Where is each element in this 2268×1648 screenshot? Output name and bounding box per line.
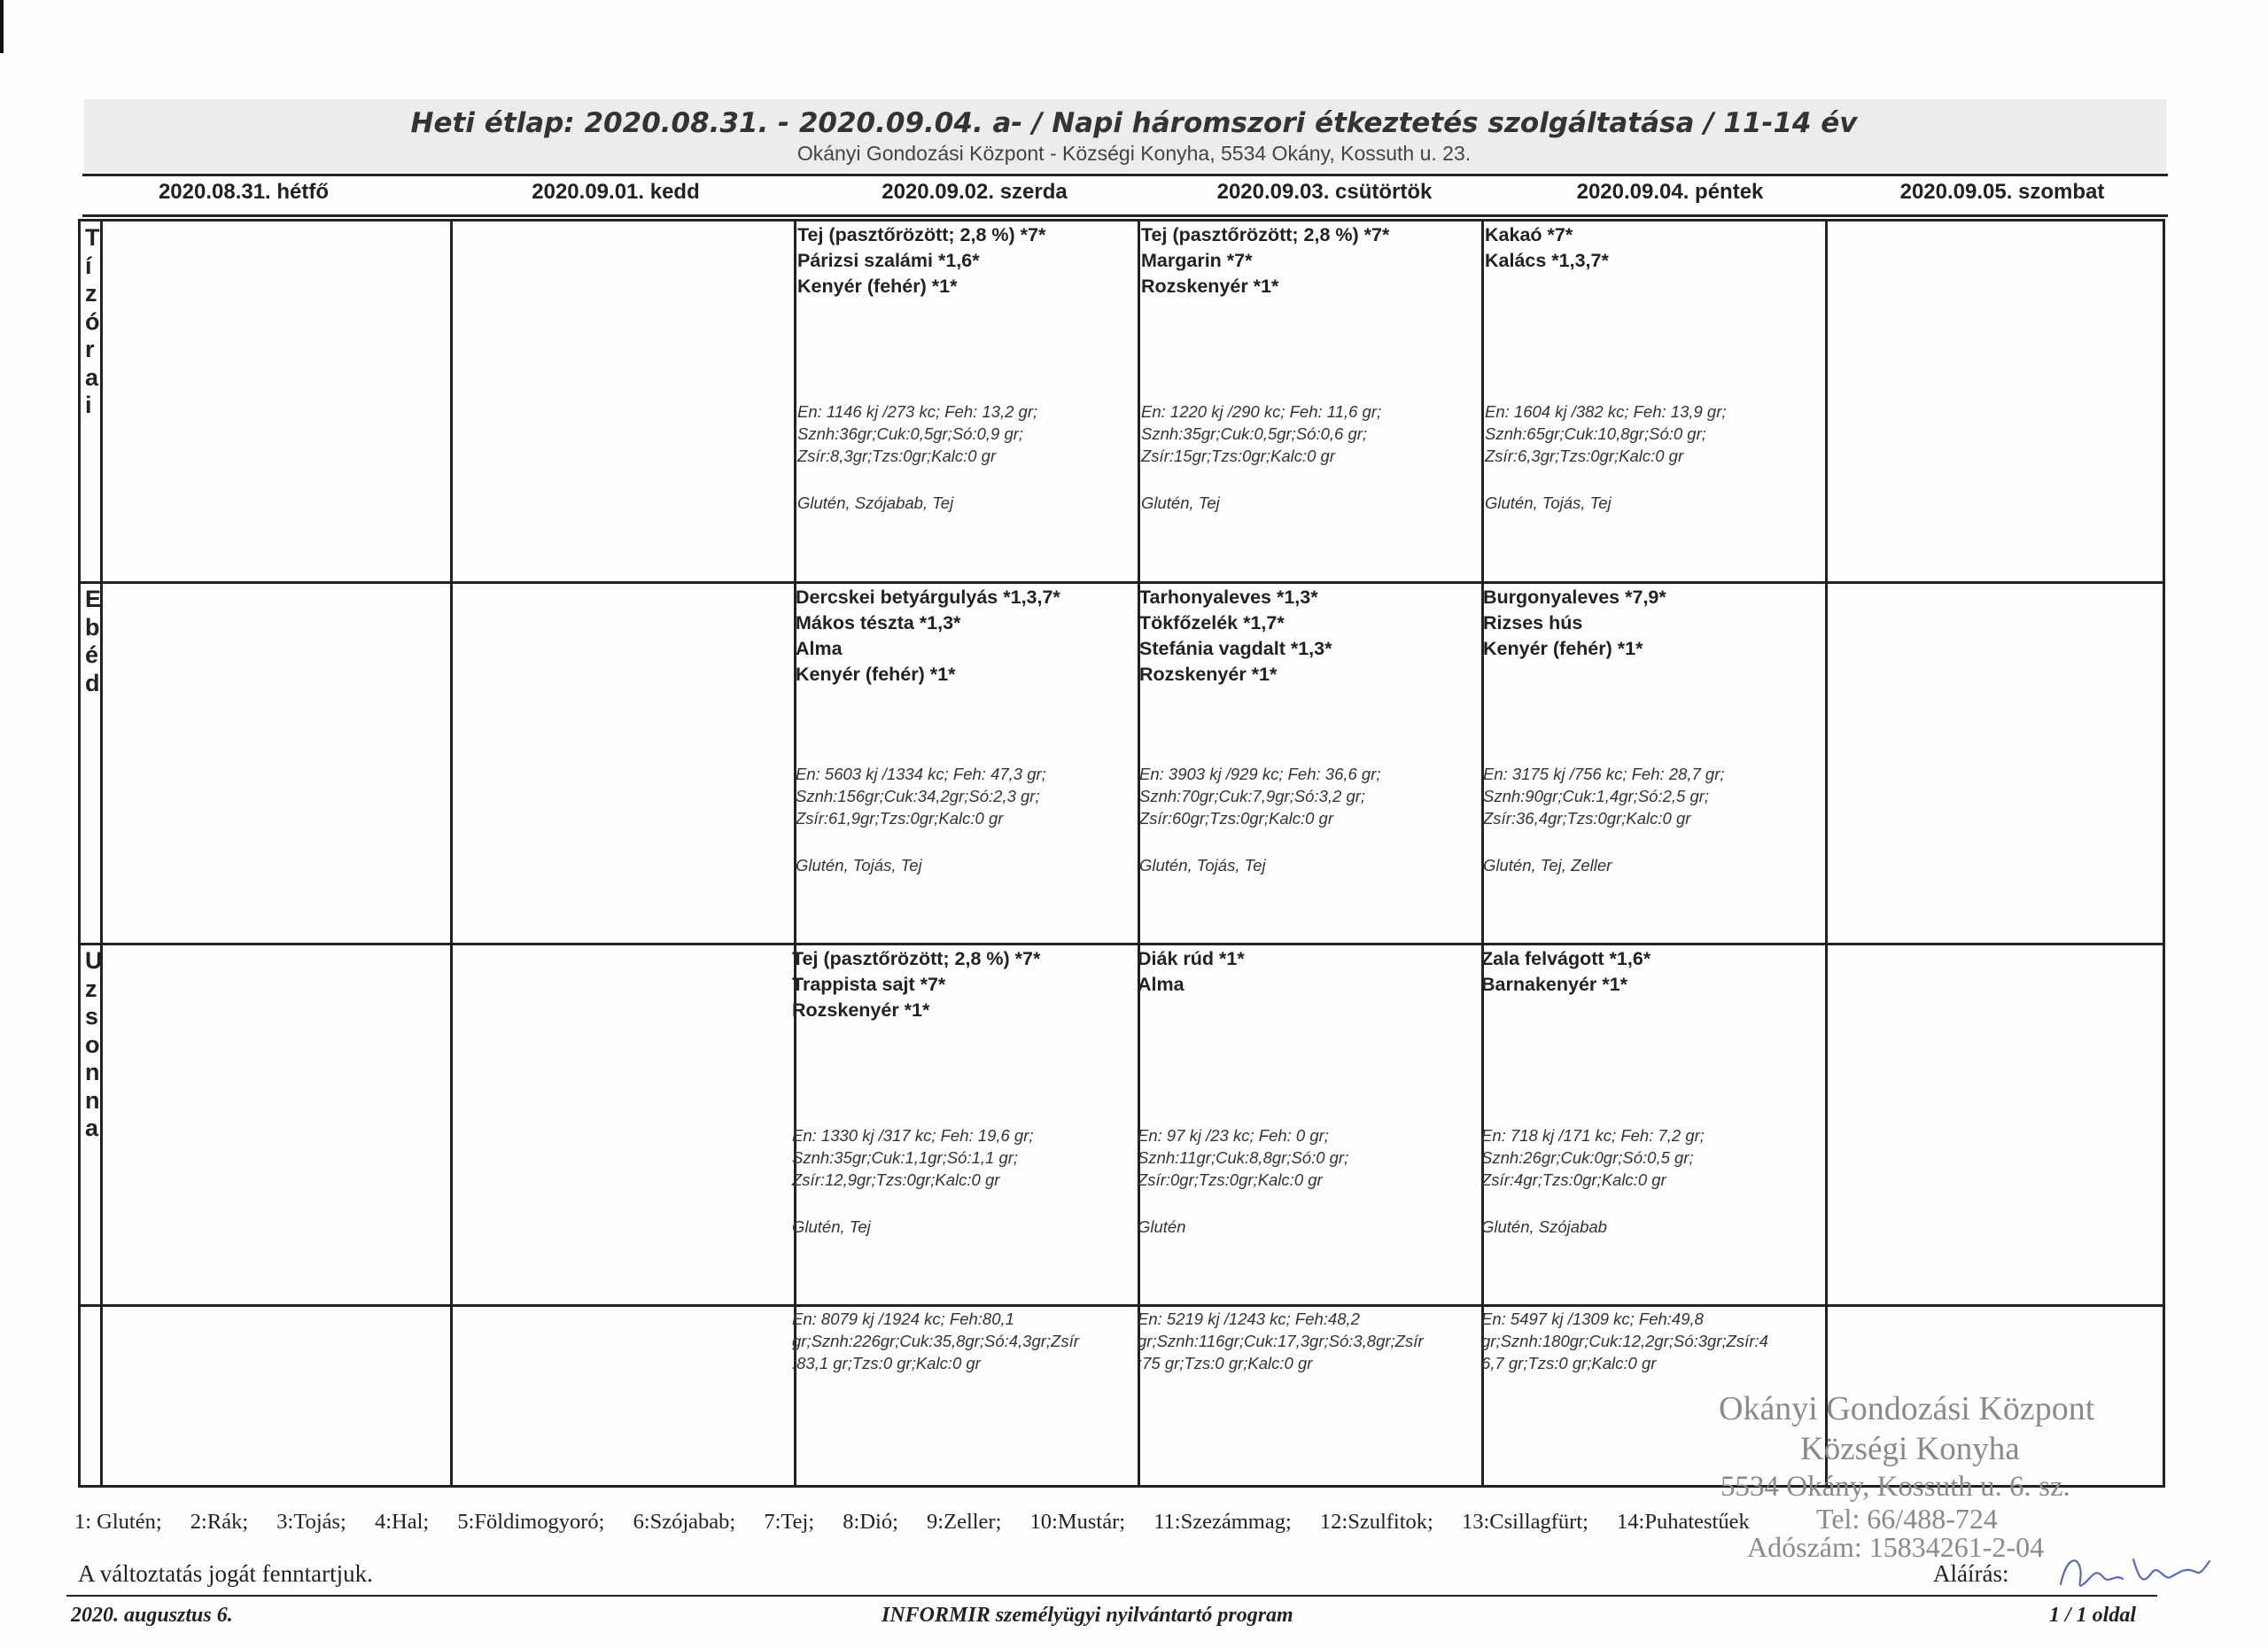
total-line: :83,1 gr;Tzs:0 gr;Kalc:0 gr xyxy=(792,1354,981,1372)
menu-item: Rozskenyér *1* xyxy=(792,999,930,1021)
footer-rule xyxy=(66,1595,2157,1597)
legend-item: 3:Tojás; xyxy=(276,1510,346,1534)
footer-program: INFORMIR személyügyi nyilvántartó program xyxy=(882,1604,1293,1627)
nutrition-info xyxy=(797,400,1037,467)
grid-line xyxy=(1138,219,1140,1488)
legend-item: 6:Szójabab; xyxy=(633,1510,736,1534)
header-rule xyxy=(82,174,2168,176)
meal-label-ebed xyxy=(85,586,103,697)
meal-letter: a xyxy=(85,1115,99,1141)
nutrition-info xyxy=(1139,763,1381,829)
legend-item: 10:Mustár; xyxy=(1029,1510,1126,1534)
day-header-saturday: 2020.09.05. szombat xyxy=(1899,180,2105,204)
meal-letter: é xyxy=(85,641,99,668)
meal-letter: r xyxy=(85,336,95,362)
nutrition-line: En: 1146 kj /273 kc; Feh: 13,2 gr; xyxy=(797,402,1038,421)
nutrition-line: Sznh:35gr;Cuk:0,5gr;Só:0,6 gr; xyxy=(1141,424,1368,443)
nutrition-line: Zsír:36,4gr;Tzs:0gr;Kalc:0 gr xyxy=(1483,809,1691,828)
allergen-list: Glutén, Szójabab, Tej xyxy=(797,494,954,512)
total-line: gr;Sznh:180gr;Cuk:12,2gr;Só:3gr;Zsír:4 xyxy=(1481,1332,1768,1350)
daily-total-wednesday xyxy=(792,1308,1079,1374)
signature-label: Aláírás: xyxy=(1933,1560,2009,1587)
menu-item: Tarhonyaleves *1,3* xyxy=(1139,587,1318,608)
allergen-list: Glutén, Tej xyxy=(792,1217,871,1236)
meal-letter: E xyxy=(85,586,102,612)
stamp-line: Adószám: 15834261-2-04 xyxy=(1747,1531,2045,1563)
menu-item: Kalács *1,3,7* xyxy=(1485,250,1609,271)
nutrition-line: Zsír:15gr;Tzs:0gr;Kalc:0 gr xyxy=(1141,447,1335,465)
nutrition-line: Sznh:65gr;Cuk:10,8gr;Só:0 gr; xyxy=(1485,424,1706,443)
menu-item: Barnakenyér *1* xyxy=(1481,974,1627,995)
grid-line xyxy=(794,219,796,1488)
legend-item: 2:Rák; xyxy=(190,1510,249,1534)
scan-edge-mark xyxy=(0,0,4,53)
legend-item: 9:Zeller; xyxy=(927,1510,1002,1534)
day-header-thursday: 2020.09.03. csütörtök xyxy=(1216,180,1433,204)
legend-item: 5:Földimogyoró; xyxy=(457,1510,605,1534)
day-header-rule xyxy=(82,214,2168,217)
stamp-line: Községi Konyha xyxy=(1800,1431,2020,1467)
meal-letter: s xyxy=(85,1003,99,1030)
menu-item: Kenyér (fehér) *1* xyxy=(1483,638,1643,659)
menu-item: Kenyér (fehér) *1* xyxy=(796,664,956,685)
allergen-legend xyxy=(74,1510,1773,1535)
nutrition-info xyxy=(1141,400,1381,467)
nutrition-line: En: 3175 kj /756 kc; Feh: 28,7 gr; xyxy=(1483,765,1725,783)
institution-stamp xyxy=(1710,1389,2171,1566)
menu-item: Kenyér (fehér) *1* xyxy=(797,276,958,297)
nutrition-info xyxy=(1483,763,1725,829)
nutrition-info xyxy=(792,1124,1034,1191)
menu-item: Tej (pasztőrözött; 2,8 %) *7* xyxy=(797,224,1046,245)
menu-item: Alma xyxy=(1138,974,1184,995)
menu-item: Mákos tészta *1,3* xyxy=(796,612,961,634)
menu-item: Diák rúd *1* xyxy=(1138,948,1245,969)
allergen-list: Glutén, Szójabab xyxy=(1481,1217,1607,1236)
meal-letter: n xyxy=(85,1059,100,1085)
meal-letter: T xyxy=(85,224,100,251)
meal-letter: d xyxy=(85,669,100,696)
meal-letter: n xyxy=(85,1086,100,1114)
total-line: 6,7 gr;Tzs:0 gr;Kalc:0 gr xyxy=(1481,1354,1657,1372)
nutrition-line: Zsír:4gr;Tzs:0gr;Kalc:0 gr xyxy=(1481,1170,1666,1189)
meal-letter: b xyxy=(85,613,100,641)
allergen-list: Glutén, Tej, Zeller xyxy=(1483,856,1612,875)
legend-item: 4:Hal; xyxy=(374,1510,430,1534)
total-line: En: 5219 kj /1243 kc; Feh:48,2 xyxy=(1138,1310,1360,1328)
footer-page-number: 1 / 1 oldal xyxy=(2049,1604,2137,1627)
menu-items xyxy=(1481,946,1651,998)
nutrition-line: En: 1220 kj /290 kc; Feh: 11,6 gr; xyxy=(1141,402,1382,421)
meal-letter: U xyxy=(85,947,103,974)
nutrition-line: Zsír:12,9gr;Tzs:0gr;Kalc:0 gr xyxy=(792,1170,1000,1189)
allergen-list: Glutén, Tojás, Tej xyxy=(796,856,922,875)
page-subtitle: Okányi Gondozási Központ - Községi Konyha, 5534 Okány, Kossuth u. 23. xyxy=(796,142,1472,165)
menu-item: Rizses hús xyxy=(1483,612,1583,634)
menu-item: Burgonyaleves *7,9* xyxy=(1483,587,1666,608)
menu-items xyxy=(792,946,1040,1023)
total-line: :75 gr;Tzs:0 gr;Kalc:0 gr xyxy=(1138,1354,1313,1372)
meal-letter: í xyxy=(85,252,92,279)
total-line: En: 5497 kj /1309 kc; Feh:49,8 xyxy=(1481,1310,1704,1328)
menu-item: Tej (pasztőrözött; 2,8 %) *7* xyxy=(1141,224,1390,245)
legend-item: 11:Szezámmag; xyxy=(1153,1510,1292,1534)
reserve-note: A változtatás jogát fenntartjuk. xyxy=(78,1560,373,1587)
nutrition-line: Sznh:70gr;Cuk:7,9gr;Só:3,2 gr; xyxy=(1139,787,1366,805)
meal-label-uzsonna xyxy=(85,947,103,1143)
meal-letter: z xyxy=(85,280,97,307)
day-header-wednesday: 2020.09.02. szerda xyxy=(882,180,1068,204)
nutrition-line: Sznh:90gr;Cuk:1,4gr;Só:2,5 gr; xyxy=(1483,787,1710,805)
nutrition-line: En: 5603 kj /1334 kc; Feh: 47,3 gr; xyxy=(796,765,1046,783)
menu-items xyxy=(1483,585,1666,662)
daily-total-thursday xyxy=(1138,1308,1424,1374)
nutrition-info xyxy=(1481,1124,1705,1191)
nutrition-line: Sznh:26gr;Cuk:0gr;Só:0,5 gr; xyxy=(1481,1148,1694,1167)
total-line: gr;Sznh:226gr;Cuk:35,8gr;Só:4,3gr;Zsír xyxy=(792,1332,1079,1350)
grid-line xyxy=(78,943,2165,945)
nutrition-line: Zsír:60gr;Tzs:0gr;Kalc:0 gr xyxy=(1139,809,1333,828)
menu-item: Margarin *7* xyxy=(1141,250,1253,271)
nutrition-line: En: 718 kj /171 kc; Feh: 7,2 gr; xyxy=(1481,1126,1705,1145)
total-line: En: 8079 kj /1924 kc; Feh:80,1 xyxy=(792,1310,1014,1328)
menu-item: Rozskenyér *1* xyxy=(1139,664,1278,685)
nutrition-line: En: 1330 kj /317 kc; Feh: 19,6 gr; xyxy=(792,1126,1034,1145)
menu-items xyxy=(796,585,1060,688)
grid-line xyxy=(78,1304,2165,1307)
day-header-monday: 2020.08.31. hétfő xyxy=(158,180,330,204)
allergen-list: Glutén, Tojás, Tej xyxy=(1485,494,1612,512)
menu-grid xyxy=(78,219,2165,1488)
day-header-tuesday: 2020.09.01. kedd xyxy=(532,180,700,204)
nutrition-line: Zsír:6,3gr;Tzs:0gr;Kalc:0 gr xyxy=(1485,447,1684,465)
grid-line xyxy=(1481,219,1484,1488)
menu-item: Alma xyxy=(796,638,843,659)
nutrition-info xyxy=(796,763,1046,829)
stamp-line: 5534 Okány, Kossuth u. 6. sz. xyxy=(1720,1471,2070,1503)
stamp-line: Okányi Gondozási Központ xyxy=(1719,1390,2095,1427)
nutrition-line: Zsír:61,9gr;Tzs:0gr;Kalc:0 gr xyxy=(796,809,1004,828)
allergen-list: Glutén, Tej xyxy=(1141,494,1220,512)
menu-items xyxy=(797,222,1045,299)
nutrition-line: Sznh:36gr;Cuk:0,5gr;Só:0,9 gr; xyxy=(797,424,1024,443)
meal-letter: z xyxy=(85,975,97,1002)
menu-item: Dercskei betyárgulyás *1,3,7* xyxy=(796,587,1060,608)
menu-items xyxy=(1138,946,1245,998)
legend-item: 12:Szulfitok; xyxy=(1319,1510,1433,1534)
grid-line xyxy=(78,581,2165,584)
nutrition-line: En: 1604 kj /382 kc; Feh: 13,9 gr; xyxy=(1485,402,1727,421)
meal-letter: o xyxy=(85,1030,100,1058)
menu-item: Tej (pasztőrözött; 2,8 %) *7* xyxy=(792,948,1041,969)
meal-label-tizorai xyxy=(85,224,103,420)
legend-item: 7:Tej; xyxy=(764,1510,815,1534)
nutrition-line: En: 97 kj /23 kc; Feh: 0 gr; xyxy=(1138,1126,1329,1145)
page-title: Heti étlap: 2020.08.31. - 2020.09.04. a- / Napi háromszori étkeztetés szolgáltatása / 11-14 év xyxy=(410,107,1858,139)
grid-line xyxy=(78,219,2165,222)
day-header-friday: 2020.09.04. péntek xyxy=(1576,180,1764,204)
grid-line xyxy=(1825,219,1828,1488)
grid-line xyxy=(78,219,81,1488)
menu-item: Stefánia vagdalt *1,3* xyxy=(1139,638,1332,659)
menu-items xyxy=(1485,222,1609,274)
nutrition-line: Zsír:0gr;Tzs:0gr;Kalc:0 gr xyxy=(1138,1170,1323,1189)
grid-line xyxy=(2163,219,2165,1488)
meal-letter: i xyxy=(85,392,92,418)
nutrition-line: Sznh:35gr;Cuk:1,1gr;Só:1,1 gr; xyxy=(792,1148,1019,1167)
legend-item: 13:Csillagfürt; xyxy=(1461,1510,1588,1534)
menu-item: Rozskenyér *1* xyxy=(1141,276,1279,297)
menu-item: Tökfőzelék *1,7* xyxy=(1139,612,1285,634)
allergen-list: Glutén, Tojás, Tej xyxy=(1139,856,1266,875)
allergen-list: Glutén xyxy=(1138,1217,1186,1236)
meal-letter: a xyxy=(85,363,99,391)
menu-item: Kakaó *7* xyxy=(1485,224,1573,245)
menu-item: Párizsi szalámi *1,6* xyxy=(797,250,980,271)
nutrition-line: Zsír:8,3gr;Tzs:0gr;Kalc:0 gr xyxy=(797,447,997,465)
nutrition-line: En: 3903 kj /929 kc; Feh: 36,6 gr; xyxy=(1139,765,1381,783)
stamp-line: Tel: 66/488-724 xyxy=(1816,1503,1998,1535)
daily-total-friday xyxy=(1481,1308,1768,1374)
footer-date: 2020. augusztus 6. xyxy=(71,1604,233,1627)
nutrition-line: Sznh:11gr;Cuk:8,8gr;Só:0 gr; xyxy=(1138,1148,1349,1167)
legend-item: 8:Dió; xyxy=(843,1510,898,1534)
menu-item: Zala felvágott *1,6* xyxy=(1481,948,1651,969)
menu-items xyxy=(1139,585,1332,688)
nutrition-info xyxy=(1485,400,1727,467)
legend-item: 14:Puhatestűek xyxy=(1617,1510,1750,1534)
menu-items xyxy=(1141,222,1389,299)
nutrition-line: Sznh:156gr;Cuk:34,2gr;Só:2,3 gr; xyxy=(796,787,1040,805)
meal-letter: ó xyxy=(85,307,100,335)
grid-line xyxy=(450,219,453,1488)
legend-item: 1: Glutén; xyxy=(74,1510,162,1534)
menu-item: Trappista sajt *7* xyxy=(792,974,946,995)
total-line: gr;Sznh:116gr;Cuk:17,3gr;Só:3,8gr;Zsír xyxy=(1138,1332,1424,1350)
nutrition-info xyxy=(1138,1124,1348,1191)
